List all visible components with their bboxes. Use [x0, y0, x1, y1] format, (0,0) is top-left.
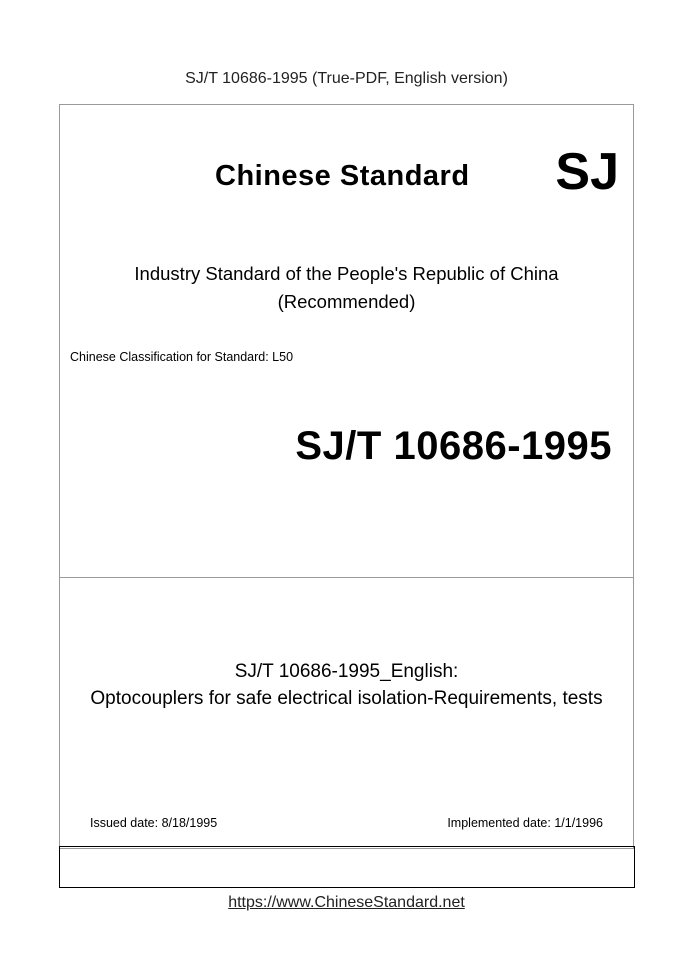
website-link[interactable]: https://www.ChineseStandard.net — [228, 894, 465, 911]
document-info-panel — [60, 577, 633, 848]
implemented-date: Implemented date: 1/1/1996 — [447, 816, 603, 830]
document-title-line-2: Optocouplers for safe electrical isolation-Requirements, tests — [90, 688, 603, 709]
document-title — [60, 658, 633, 712]
cover-header-panel — [60, 105, 633, 577]
industry-line-2: (Recommended) — [277, 291, 416, 312]
standard-type-title: Chinese Standard — [215, 160, 470, 192]
cover-frame — [59, 104, 634, 849]
industry-line-1: Industry Standard of the People's Republic of China — [134, 263, 559, 284]
document-title-line-1: SJ/T 10686-1995_English: — [234, 661, 459, 682]
dates-row — [90, 816, 603, 830]
classification-code: Chinese Classification for Standard: L50 — [70, 350, 294, 364]
sj-mark: SJ — [555, 143, 619, 201]
industry-statement — [60, 260, 633, 316]
standard-number: SJ/T 10686-1995 — [295, 424, 612, 468]
running-header: SJ/T 10686-1995 (True-PDF, English version) — [185, 70, 508, 87]
footer — [0, 894, 693, 912]
issued-date: Issued date: 8/18/1995 — [90, 816, 218, 830]
footer-box — [59, 846, 635, 888]
